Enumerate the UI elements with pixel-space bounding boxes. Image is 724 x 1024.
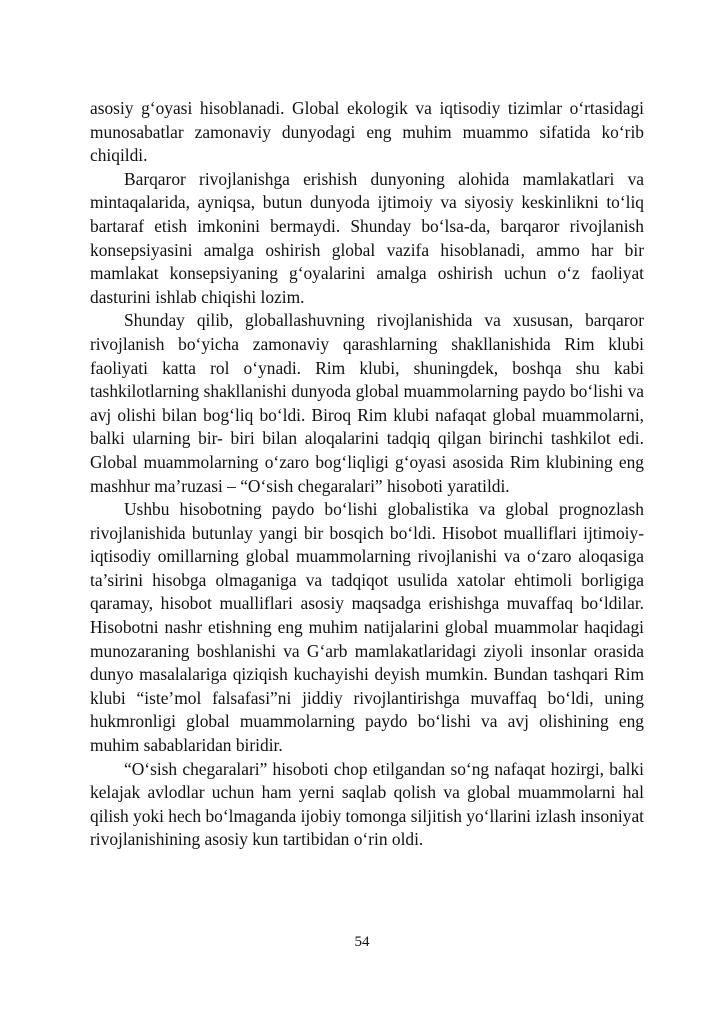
paragraph-4: Ushbu hisobotning paydo bo‘lishi globalistika va global prognozlash rivojlanishida butunlay yangi bir bosqich bo‘ldi. Hisobot mualliflari ijtimoiy-iqtisodiy omillarning global muammolarning rivojlanishi va o‘zaro aloqasiga ta’sirini hisobga olmaganiga va tadqiqot usulida xatolar ehtimoli borligiga qaramay, hisobot mualliflari asosiy maqsadga erishishga muvaffaq bo‘ldilar. Hisobotni nashr etishning eng muhim natijalarini global muammolar haqidagi munozaraning boshlanishi va G‘arb mamlakatlaridagi ziyoli insonlar orasida dunyo masalalariga qiziqish kuchayishi deyish mumkin. Bundan tashqari Rim klubi “iste’mol falsafasi”ni jiddiy rivojlantirishga muvaffaq bo‘ldi, uning hukmronligi global muammolarning paydo bo‘lishi va avj olishining eng muhim sabablaridan biridir. (90, 499, 644, 756)
paragraph-5: “O‘sish chegaralari” hisoboti chop etilgandan so‘ng nafaqat hozirgi, balki kelajak avlodlar uchun ham yerni saqlab qolish va global muammolarni hal qilish yoki hech bo‘lmaganda ijobiy tomonga siljitish yo‘llarini izlash insoniyat rivojlanishining asosiy kun tartibidan o‘rin oldi. (90, 758, 645, 850)
paragraph-2: Barqaror rivojlanishga erishish dunyoning alohida mamlakatlari va mintaqalarida, ayniqsa, butun dunyoda ijtimoiy va siyosiy keskinlikni to‘liq bartaraf etish imkonini bermaydi. Shunday bo‘lsa-da, barqaror rivojlanish konsepsiyasini amalga oshirish global vazifa hisoblanadi, ammo har bir mamlakat konsepsiyaning g‘oyalarini amalga oshirish uchun o‘z faoliyat dasturini ishlab chiqishi lozim. (90, 168, 644, 307)
paragraph-3: Shunday qilib, globallashuvning rivojlanishida va xususan, barqaror rivojlanish bo‘yicha zamonaviy qarashlarning shakllanishida Rim klubi faoliyati katta rol o‘ynadi. Rim klubi, shuningdek, boshqa shu kabi tashkilotlarning shakllanishi dunyoda global muammolarning paydo bo‘lishi va avj olishi bilan bog‘liq bo‘ldi. Biroq Rim klubi nafaqat global muammolarni, balki ularning bir- biri bilan aloqalarini tadqiq qilgan birinchi tashkilot edi. Global muammolarning o‘zaro bog‘liqligi g‘oyasi asosida Rim klubining eng mashhur ma’ruzasi – “O‘sish chegaralari” hisoboti yaratildi. (90, 310, 644, 496)
paragraph-1: asosiy g‘oyasi hisoblanadi. Global ekologik va iqtisodiy tizimlar o‘rtasidagi munosabatlar zamonaviy dunyodagi eng muhim muammo sifatida ko‘rib chiqildi. (90, 98, 644, 166)
page-body (90, 97, 644, 852)
page-number: 54 (354, 934, 370, 950)
